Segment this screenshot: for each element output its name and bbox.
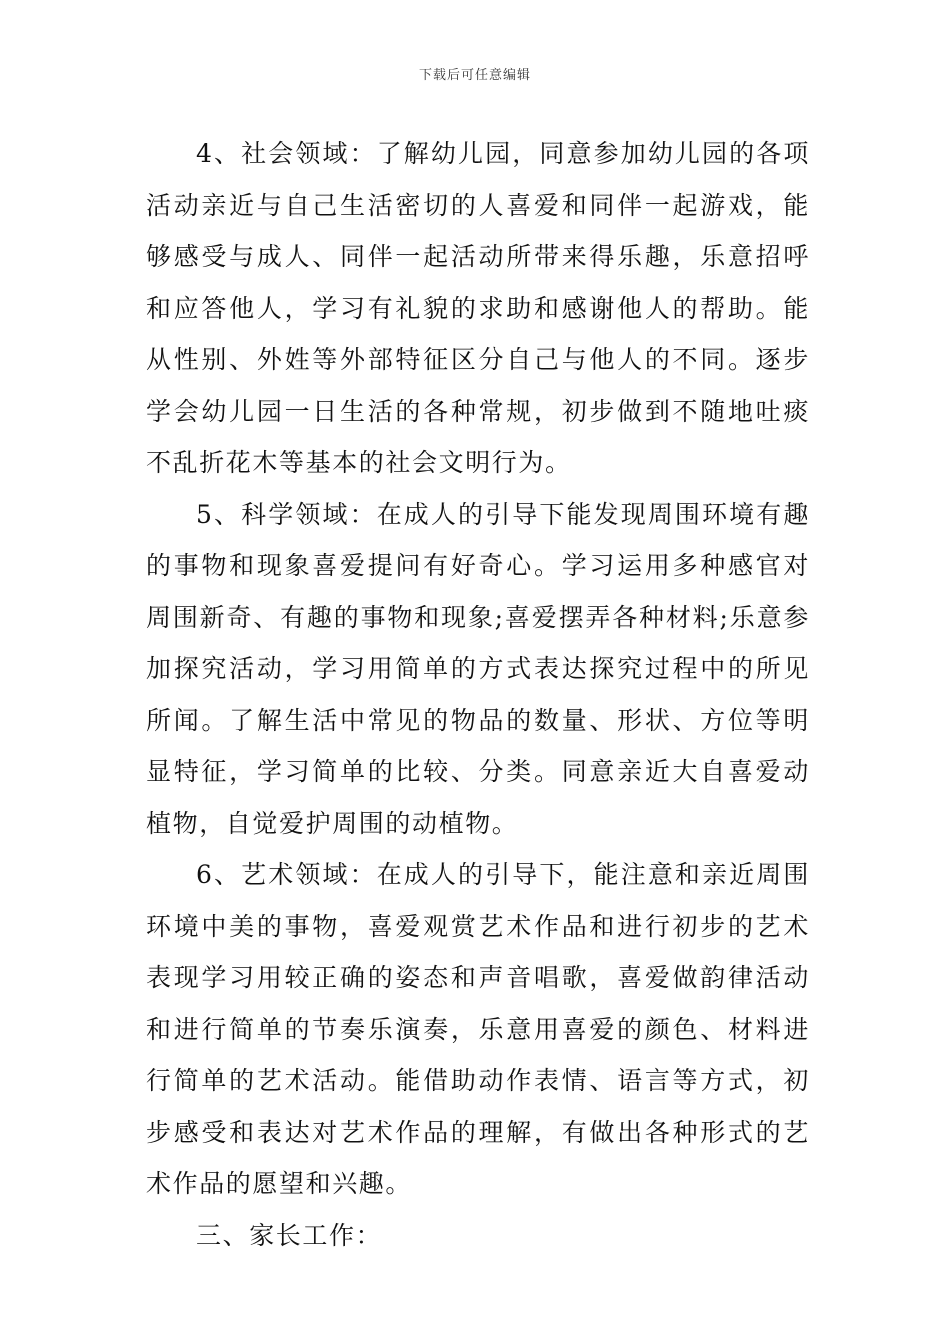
paragraph-art-domain: 6、艺术领域：在成人的引导下，能注意和亲近周围环境中美的事物，喜爱观赏艺术作品和进行初步的艺术表现学习用较正确的姿态和声音唱歌，喜爱做韵律活动和进行简单的节奏乐演奏，乐意用喜爱的颜色、材料进行简单的艺术活动。能借助动作表情、语言等方式，初步感受和表达对艺术作品的理解，有做出各种形式的艺术作品的愿望和兴趣。 [146, 860, 810, 1198]
document-body [146, 128, 810, 1261]
download-note: 下载后可任意编辑 [418, 68, 531, 83]
section-heading-parent-work: 三、家长工作： [196, 1220, 383, 1250]
paragraph-social-domain: 4、社会领域：了解幼儿园，同意参加幼儿园的各项活动亲近与自己生活密切的人喜爱和同伴一起游戏，能够感受与成人、同伴一起活动所带来得乐趣，乐意招呼和应答他人，学习有礼貌的求助和感谢他人的帮助。能从性别、外姓等外部特征区分自己与他人的不同。逐步学会幼儿园一日生活的各种常规，初步做到不随地吐痰不乱折花木等基本的社会文明行为。 [146, 139, 810, 477]
paragraph-science-domain: 5、科学领域：在成人的引导下能发现周围环境有趣的事物和现象喜爱提问有好奇心。学习运用多种感官对周围新奇、有趣的事物和现象;喜爱摆弄各种材料;乐意参加探究活动，学习用简单的方式表达探究过程中的所见所闻。了解生活中常见的物品的数量、形状、方位等明显特征，学习简单的比较、分类。同意亲近大自喜爱动植物，自觉爱护周围的动植物。 [146, 499, 810, 838]
